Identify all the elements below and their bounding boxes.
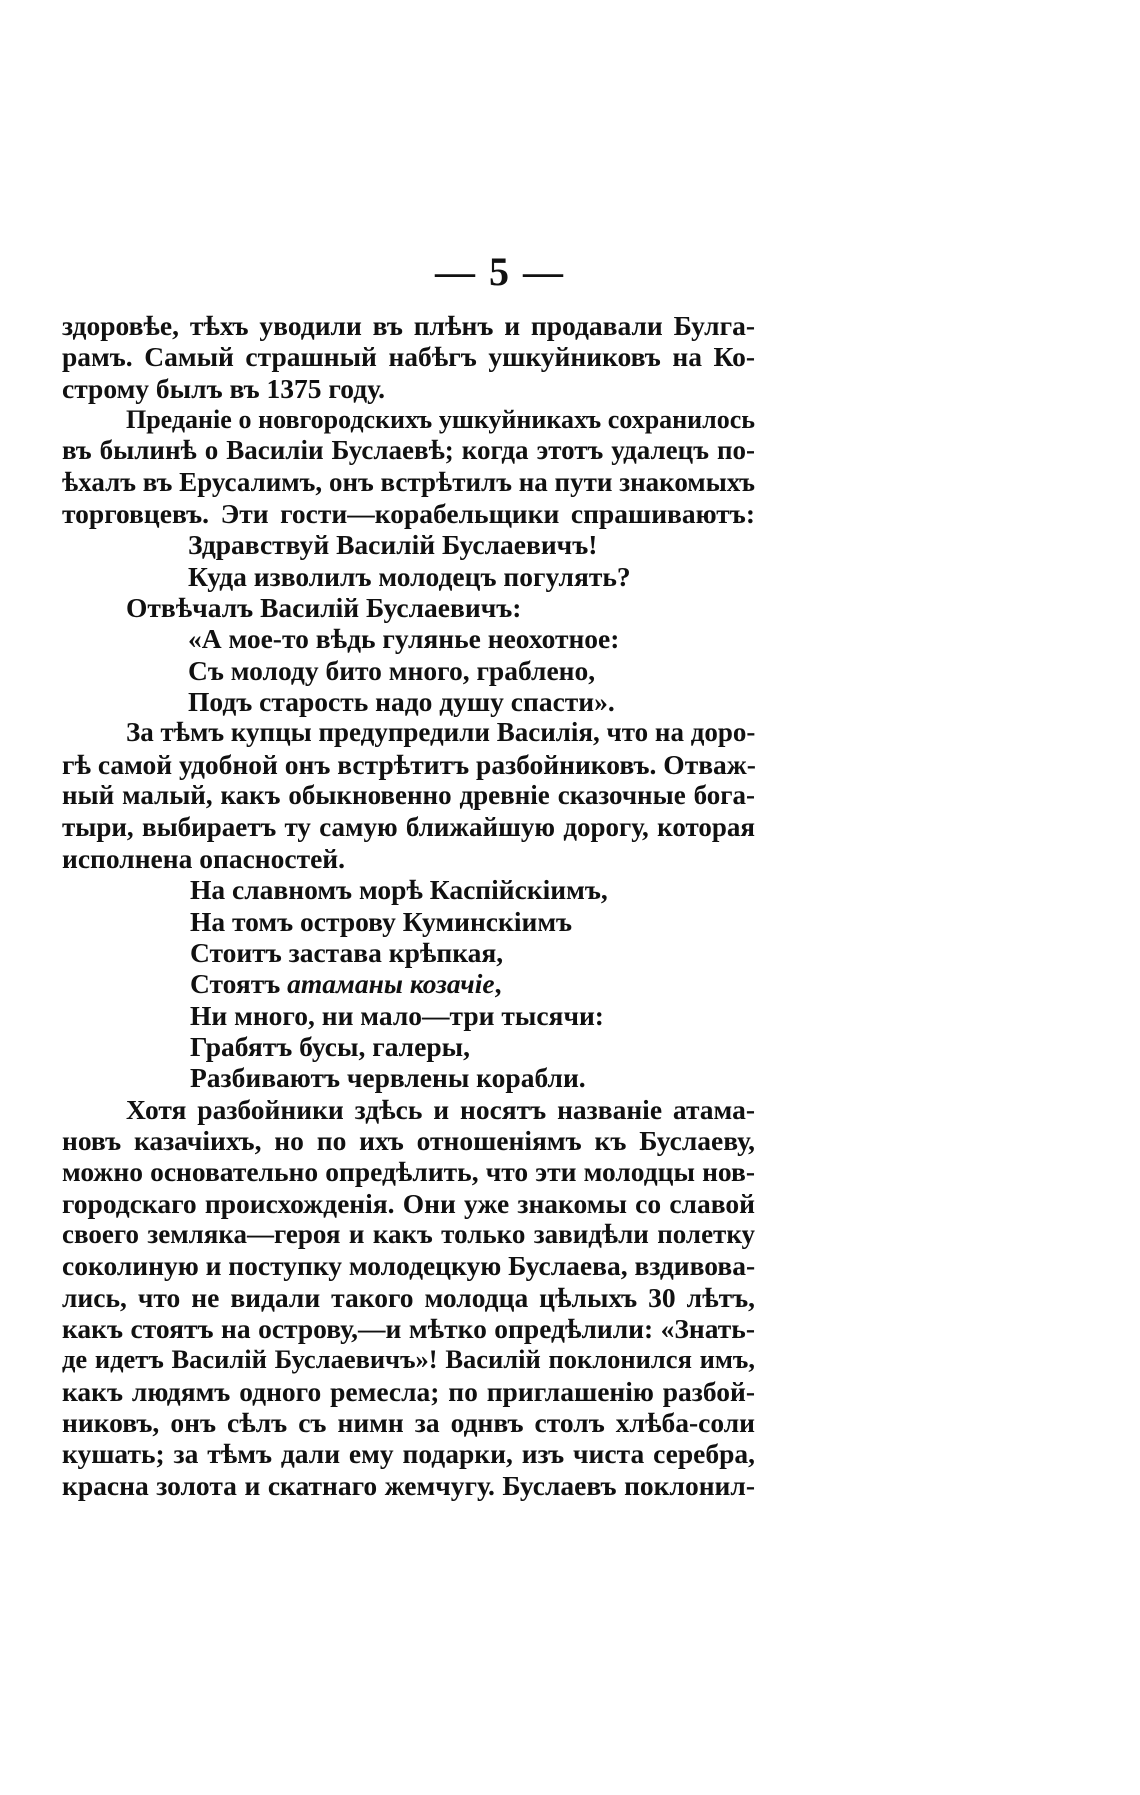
text-line: исполнена опасностей.: [62, 842, 346, 874]
text-line: городскаго происхожденія. Они уже знакомы со славой: [62, 1187, 755, 1219]
text-line: здоровѣе, тѣхъ уводили въ плѣнъ и продавали Булга-: [62, 310, 755, 341]
text-line: кушать; за тѣмъ дали ему подарки, изъ чиста серебра,: [62, 1438, 755, 1470]
text-line: красна золота и скатнаго жемчугу. Буслаевъ поклонил-: [62, 1469, 755, 1501]
text-line: никовъ, онъ сѣлъ съ нимн за однвъ столъ хлѣба-соли: [62, 1407, 755, 1439]
text-line: Хотя разбойники здѣсь и носятъ названіе атама-: [126, 1093, 755, 1125]
text-line: строму былъ въ 1375 году.: [62, 372, 385, 404]
verse-line: Подъ старость надо душу спасти».: [188, 686, 615, 718]
verse-line: На славномъ морѣ Каспійскіимъ,: [190, 874, 608, 906]
verse-text: ,: [494, 968, 502, 1000]
verse-line: «А мое-то вѣдь гулянье неохотное:: [188, 623, 620, 655]
text-line: де идетъ Василій Буслаевичъ»! Василій поклонился имъ,: [62, 1344, 755, 1375]
verse-line: Грабятъ бусы, галеры,: [190, 1030, 470, 1062]
text-line: соколиную и поступку молодецкую Буслаева, вздивова-: [62, 1250, 756, 1282]
verse-line: На томъ острову Куминскіимъ: [190, 905, 573, 937]
verse-line: Разбиваютъ червлены корабли.: [190, 1062, 586, 1094]
verse-line: Съ молоду бито много, граблено,: [188, 654, 596, 686]
text-line: рамъ. Самый страшный набѣгъ ушкуйниковъ на Ко-: [62, 341, 755, 373]
text-line: въ былинѣ о Василіи Буслаевѣ; когда этотъ удалецъ по-: [62, 435, 755, 466]
verse-line: Куда изволилъ молодецъ погулять?: [188, 560, 631, 592]
text-line: новъ казачіихъ, но по ихъ отношеніямъ къ Буслаеву,: [62, 1124, 755, 1156]
verse-line: [62, 968, 755, 999]
text-line: ный малый, какъ обыкновенно древніе сказочные бога-: [62, 780, 755, 811]
text-line: можно основательно опредѣлить, что эти молодцы нов-: [62, 1156, 755, 1188]
text-line: тыри, выбираетъ ту самую ближайшую дорогу, которая: [62, 811, 755, 842]
verse-text: Стоятъ: [190, 968, 288, 1000]
text-line: торговцевъ. Эти гости—корабельщики спрашиваютъ:: [62, 498, 755, 530]
italic-phrase: атаманы козачіе: [287, 968, 495, 1000]
text-line: какъ стоятъ на острову,—и мѣтко опредѣлили: «Знать-: [62, 1313, 755, 1344]
verse-line: Стоитъ застава крѣпкая,: [190, 936, 504, 968]
text-line: лись, что не видали такого молодца цѣлыхъ 30 лѣтъ,: [62, 1281, 755, 1313]
text-line: За тѣмъ купцы предупредили Василія, что на доро-: [126, 717, 756, 748]
page-number: — 5 —: [435, 249, 565, 294]
text-line: своего земляка—героя и какъ только завидѣли полетку: [62, 1218, 755, 1249]
page-body-text: [62, 310, 755, 1501]
text-line: Отвѣчалъ Василій Буслаевичъ:: [126, 592, 522, 624]
text-line: ѣхалъ въ Ерусалимъ, онъ встрѣтилъ на пути знакомыхъ: [62, 466, 755, 497]
text-line: Преданіе о новгородскихъ ушкуйникахъ сохранилось: [126, 405, 755, 435]
verse-line: Ни много, ни мало—три тысячи:: [190, 999, 604, 1031]
text-line: гѣ самой удобной онъ встрѣтитъ разбойниковъ. Отваж-: [62, 748, 756, 780]
text-line: какъ людямъ одного ремесла; по приглашенію разбой-: [62, 1375, 755, 1407]
verse-line: Здравствуй Василій Буслаевичъ!: [188, 529, 598, 561]
